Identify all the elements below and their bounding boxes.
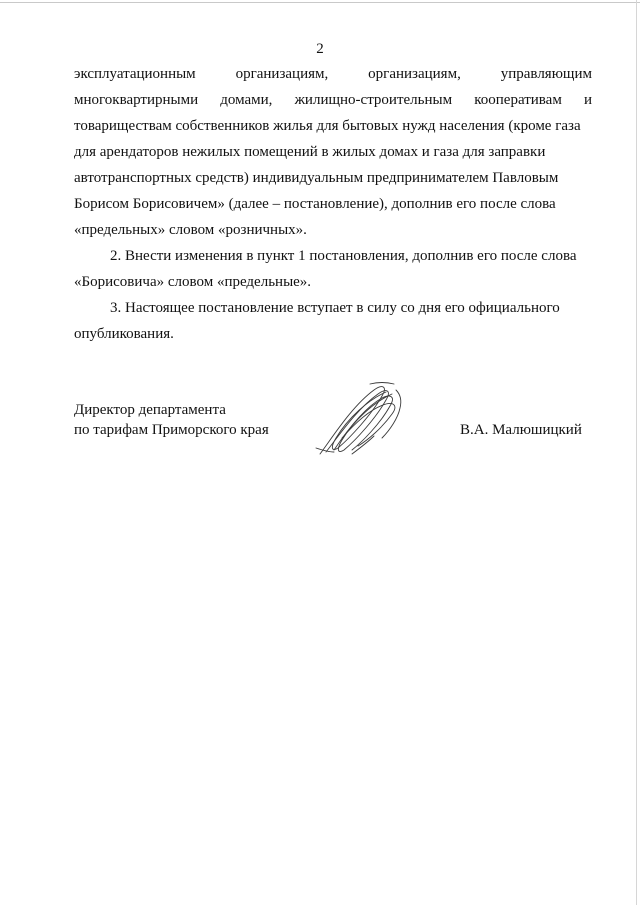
paragraph-1-line-6: Борисом Борисовичем» (далее – постановление), дополнив его после слова (74, 196, 556, 212)
word: домами, (220, 92, 273, 108)
word: эксплуатационным (74, 66, 196, 82)
page-number: 2 (316, 41, 324, 57)
word: кооперативам (474, 92, 562, 108)
document-body (74, 61, 592, 347)
paragraph-2-line-1: 2. Внести изменения в пункт 1 постановления, дополнив его после слова (110, 248, 577, 264)
signer-position-line-2: по тарифам Приморского края (74, 422, 269, 438)
page-top-edge (0, 2, 640, 3)
paragraph-3-line-1: 3. Настоящее постановление вступает в силу со дня его официального (110, 300, 560, 316)
word: организациям, (235, 66, 329, 82)
handwritten-signature-icon (312, 378, 408, 460)
paragraph-1-line-1 (74, 61, 592, 87)
paragraph-1-line-3: товариществам собственников жилья для бытовых нужд населения (кроме газа (74, 118, 581, 134)
paragraph-1-line-4: для арендаторов нежилых помещений в жилых домах и газа для заправки (74, 144, 546, 160)
paragraph-1-line-2 (74, 87, 592, 113)
word: управляющим (500, 66, 592, 82)
signer-position-line-1: Директор департамента (74, 402, 226, 418)
signer-position (74, 400, 269, 440)
paragraph-1-line-5: автотранспортных средств) индивидуальным предпринимателем Павловым (74, 170, 559, 186)
paragraph-3-line-2: опубликования. (74, 326, 174, 342)
signature-block (74, 400, 592, 470)
word: и (583, 92, 592, 108)
word: жилищно-строительным (294, 92, 453, 108)
signer-name: В.А. Малюшицкий (460, 422, 582, 438)
word: организациям, (368, 66, 461, 82)
paragraph-2-line-2: «Борисовича» словом «предельные». (74, 274, 312, 290)
page-right-edge (636, 0, 637, 905)
word: многоквартирными (74, 92, 199, 108)
paragraph-1-line-7: «предельных» словом «розничных». (74, 222, 307, 238)
